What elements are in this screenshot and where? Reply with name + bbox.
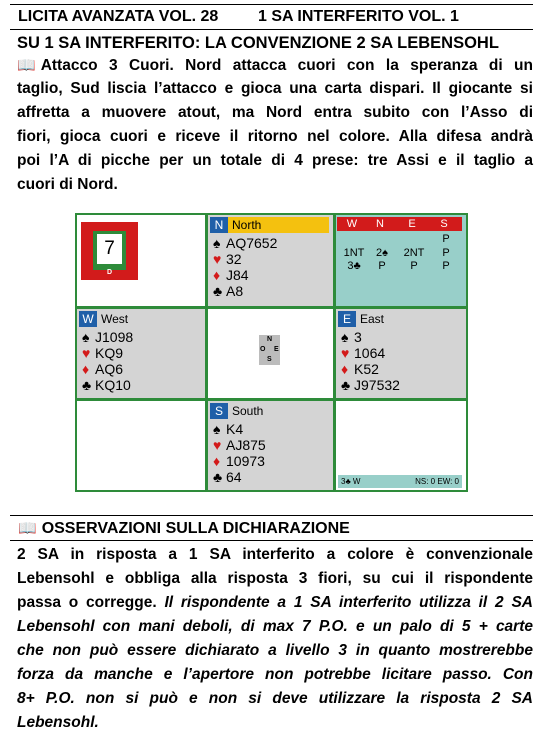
east-seat-name: East (360, 312, 385, 326)
bid-cell: 1NT (343, 247, 365, 259)
bid-cell: 2♠ (376, 247, 388, 259)
obs-line-4: Lebensohl con mani deboli, di max 7 P.O. e un palo di 5 + carte (17, 618, 533, 635)
west-clubs: ♣ KQ10 (82, 377, 131, 393)
intro-line-6: cuori di Nord. (17, 176, 118, 193)
header-bar (10, 4, 533, 30)
obs-line-6: forza da manche e l’apertore non potrebbe licitare passo. Con (17, 666, 533, 683)
east-spades: ♠ 3 (341, 329, 362, 345)
diamond-icon: ♦ (213, 267, 221, 283)
heart-icon: ♥ (213, 437, 222, 453)
west-hearts: ♥ KQ9 (82, 345, 124, 361)
north-seat-name: North (228, 217, 329, 233)
east-seat-letter: E (338, 311, 356, 327)
west-seat-name: West (101, 312, 129, 326)
north-seat-letter: N (210, 217, 228, 233)
bid-cell: 2NT (403, 247, 425, 259)
south-seat-name: South (232, 404, 264, 418)
diamond-icon: ♦ (341, 361, 349, 377)
bid-header-w: W (346, 218, 358, 230)
dealer-label: D (106, 269, 113, 276)
bidding-header (337, 217, 462, 231)
compass-icon: N O E S (260, 336, 279, 363)
empty-cell (77, 401, 205, 490)
bid-cell: P (442, 247, 450, 259)
open-book-icon: 📖 (18, 520, 37, 537)
contract-footer (338, 475, 462, 488)
intro-line-1: 📖 Attacco 3 Cuori. Nord attacca cuori con la speranza di un (17, 57, 533, 74)
intro-line-2: taglio, Sud liscia l’attacco e gioca una carta dispari. Il giocante si (17, 80, 533, 97)
north-clubs: ♣ A8 (213, 283, 244, 299)
west-hand (77, 309, 205, 398)
north-diamonds: ♦ J84 (213, 267, 249, 283)
observations-title: OSSERVAZIONI SULLA DICHIARAZIONE (41, 520, 350, 537)
table-center (208, 309, 333, 398)
score-label: NS: 0 EW: 0 (415, 477, 459, 486)
north-hand (208, 215, 333, 306)
obs-line-2: Lebensohl e obbliga alla risposta 3 fiori, su cui il rispondente (17, 570, 533, 587)
bid-cell: 3♣ (347, 260, 361, 272)
south-hearts: ♥ AJ875 (213, 437, 266, 453)
diamond-icon: ♦ (82, 361, 90, 377)
intro-line-3: affretta a muovere atout, ma Nord entra subito con l’Asso di (17, 104, 533, 121)
bid-cell: P (442, 260, 450, 272)
intro-line-5: poi l’A di picche per un totale di 4 prese: tre Assi e il taglio a (17, 152, 533, 169)
heart-icon: ♥ (82, 345, 91, 361)
heart-icon: ♥ (213, 251, 222, 267)
west-seat-letter: W (79, 311, 97, 327)
east-hearts: ♥ 1064 (341, 345, 386, 361)
north-hearts: ♥ 32 (213, 251, 242, 267)
result-cell (336, 401, 466, 490)
volume-title: 1 SA INTERFERITO VOL. 1 (258, 8, 459, 25)
spade-icon: ♠ (213, 235, 221, 251)
south-spades: ♠ K4 (213, 421, 244, 437)
spade-icon: ♠ (82, 329, 90, 345)
club-icon: ♣ (213, 283, 223, 299)
board-number: 7 (97, 234, 122, 264)
heart-icon: ♥ (341, 345, 350, 361)
series-title: LICITA AVANZATA VOL. 28 (18, 8, 219, 25)
bidding-box (336, 215, 466, 306)
bid-header-n: N (376, 218, 384, 230)
dealer-indicator (81, 222, 138, 280)
bid-cell: P (410, 260, 418, 272)
bid-cell: P (442, 233, 450, 245)
diamond-icon: ♦ (213, 453, 221, 469)
west-spades: ♠ J1098 (82, 329, 134, 345)
club-icon: ♣ (82, 377, 92, 393)
observations-header (10, 515, 533, 541)
bid-cell: P (378, 260, 386, 272)
obs-line-3: passa o corregge. Il rispondente a 1 SA interferito utilizza il 2 SA (17, 594, 534, 611)
bid-header-s: S (440, 218, 448, 230)
open-book-icon: 📖 (17, 57, 36, 74)
bid-header-e: E (408, 218, 416, 230)
obs-line-1: 2 SA in risposta a 1 SA interferito a colore è convenzionale (17, 546, 533, 563)
obs-line-8: Lebensohl. (17, 714, 99, 731)
spade-icon: ♠ (341, 329, 349, 345)
east-diamonds: ♦ K52 (341, 361, 379, 377)
intro-line-4: fiori, gioca cuori e riceve il ritorno nel colore. Alla difesa andrà (17, 128, 533, 145)
obs-line-5: che non può essere dichiarato a livello 3 in quanto mostrerebbe (17, 642, 533, 659)
east-clubs: ♣ J97532 (341, 377, 400, 393)
south-seat-letter: S (210, 403, 228, 419)
obs-line-7: 8+ P.O. non si può e non si deve utilizzare la risposta 2 SA (17, 690, 533, 707)
contract-label: 3♣ W (341, 477, 361, 486)
north-spades: ♠ AQ7652 (213, 235, 278, 251)
section-title: SU 1 SA INTERFERITO: LA CONVENZIONE 2 SA LEBENSOHL (17, 34, 499, 52)
west-diamonds: ♦ AQ6 (82, 361, 124, 377)
club-icon: ♣ (341, 377, 351, 393)
bridge-board (75, 213, 468, 492)
east-hand (336, 309, 466, 398)
club-icon: ♣ (213, 469, 223, 485)
spade-icon: ♠ (213, 421, 221, 437)
south-clubs: ♣ 64 (213, 469, 242, 485)
board-number-cell (77, 215, 205, 306)
south-hand (208, 401, 333, 490)
south-diamonds: ♦ 10973 (213, 453, 265, 469)
